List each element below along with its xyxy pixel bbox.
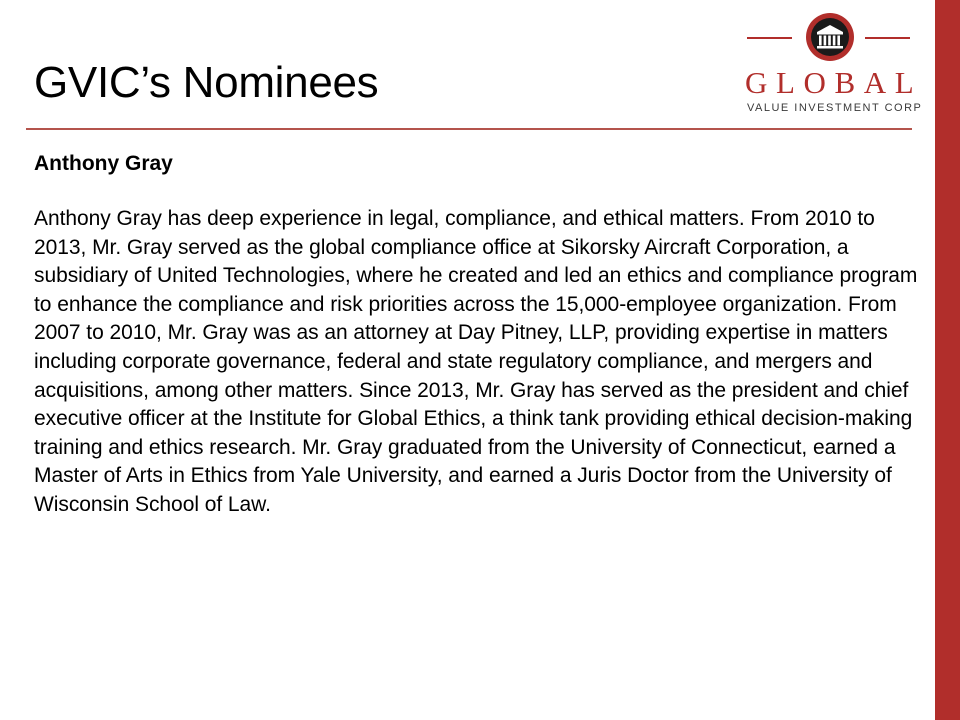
company-logo	[745, 12, 923, 118]
logo-tagline: VALUE INVESTMENT CORP	[747, 102, 923, 114]
logo-left-rule	[747, 37, 792, 39]
nominee-bio: Anthony Gray has deep experience in legal, compliance, and ethical matters. From 2010 to 2013, Mr. Gray served as the global compliance office at Sikorsky Aircraft Corporation, a subsidiary of United Technologies, where he created and led an ethics and compliance program to enhance the compliance and risk priorities across the 15,000-employee organization. From 2007 to 2010, Mr. Gray was as an attorney at Day Pitney, LLP, providing expertise in matters including corporate governance, federal and state regulatory compliance, and mergers and acquisitions, among other matters. Since 2013, Mr. Gray has served as the president and chief executive officer at the Institute for Global Ethics, a think tank providing ethical decision-making training and ethics research. Mr. Gray graduated from the University of Connecticut, earned a Master of Arts in Ethics from Yale University, and earned a Juris Doctor from the University of Wisconsin School of Law.	[34, 207, 918, 516]
logo-wordmark: GLOBAL	[745, 65, 923, 100]
accent-side-bar	[935, 0, 960, 720]
nominee-name: Anthony Gray	[34, 152, 173, 175]
slide-title: GVIC’s Nominees	[34, 58, 379, 107]
columned-building-icon	[805, 12, 855, 62]
logo-right-rule	[865, 37, 910, 39]
title-divider	[26, 128, 912, 130]
